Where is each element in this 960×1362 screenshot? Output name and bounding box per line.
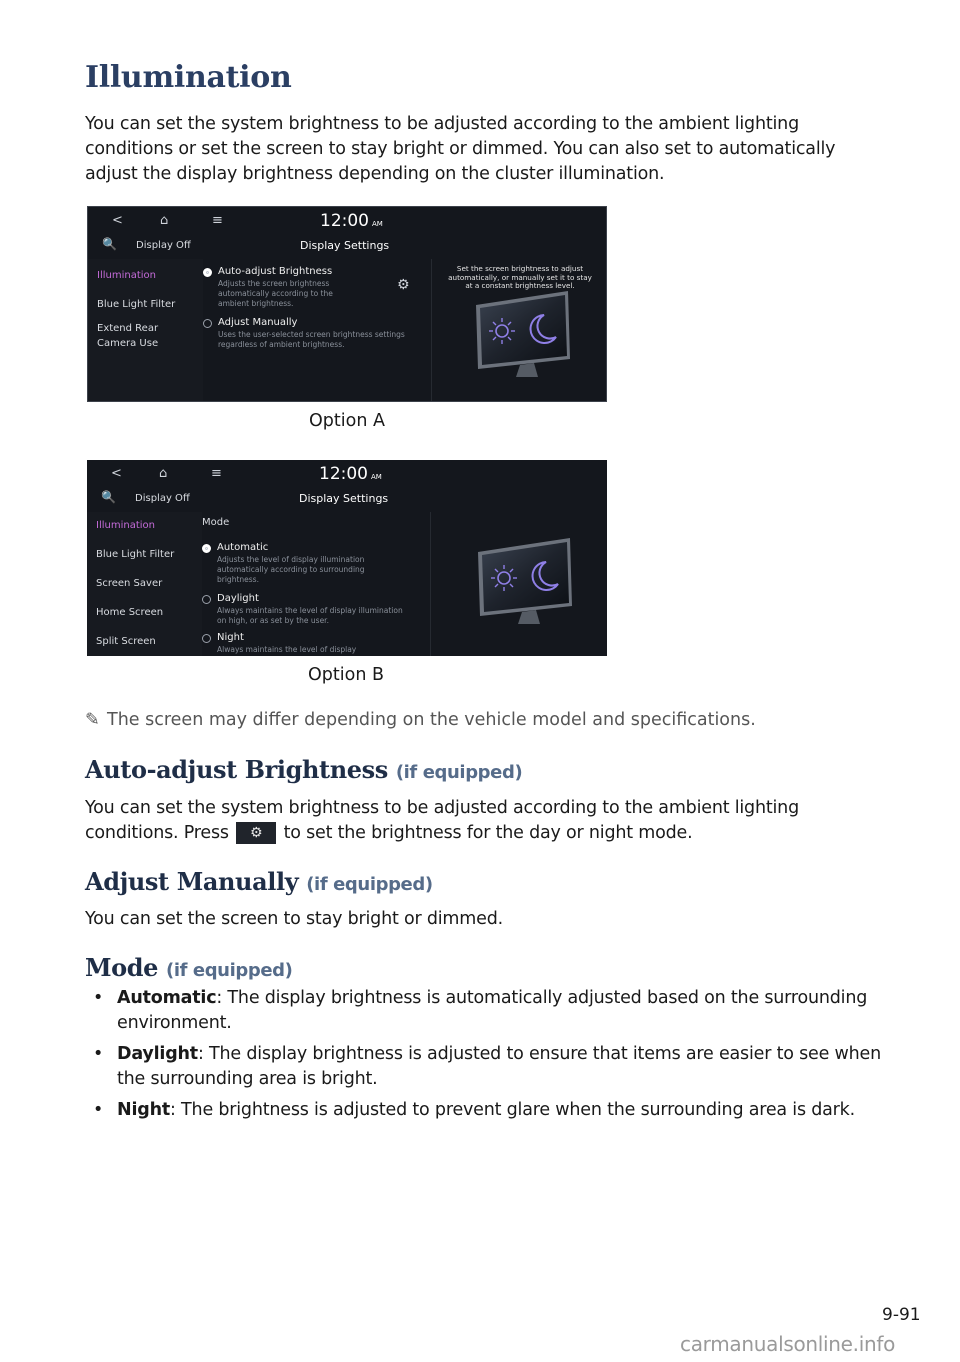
radio-unselected[interactable]: [202, 634, 211, 643]
divider: [430, 512, 431, 656]
bullet-text: : The display brightness is automatically adjusted based on the surrounding environment.: [117, 988, 868, 1033]
menu-icon[interactable]: ≡: [211, 466, 222, 481]
radio-selected[interactable]: [203, 268, 212, 277]
clock: [319, 464, 382, 484]
options-panel: [202, 512, 430, 656]
gear-icon[interactable]: ⚙: [397, 277, 410, 293]
bullet-text: : The display brightness is adjusted to ensure that items are easier to see when the surrounding area is bright.: [117, 1044, 881, 1089]
sidebar-item-home-screen[interactable]: Home Screen: [96, 607, 164, 618]
bullet-term: Daylight: [117, 1044, 198, 1064]
clock: [320, 211, 383, 231]
bullet: •: [93, 1100, 104, 1120]
clock-ampm: AM: [372, 220, 383, 228]
note-pen-icon: ✎: [85, 710, 100, 730]
list-item: [93, 1098, 883, 1123]
home-icon[interactable]: ⌂: [160, 213, 169, 228]
settings-sidebar: [87, 512, 202, 656]
auto-adjust-paragraph: [85, 796, 885, 846]
if-equipped-label: (if equipped): [166, 960, 293, 981]
paragraph-text: to set the brightness for the day or night mode.: [283, 823, 693, 843]
options-panel: [203, 259, 431, 401]
help-text: Set the screen brightness to adjust automatically, or manually set it to stay at a constant brightness level.: [448, 264, 592, 290]
caption-option-a: Option A: [309, 411, 385, 431]
screenshot-option-b: [87, 460, 607, 656]
list-item: [93, 986, 883, 1036]
page-number: 9-91: [882, 1305, 921, 1325]
paragraph-text: You can set the system brightness to be adjusted according to the ambient lighting conditions. Press: [85, 798, 799, 843]
clock-ampm: AM: [371, 473, 382, 481]
sidebar-item-blue-light-filter[interactable]: Blue Light Filter: [97, 299, 176, 310]
section-title-mode: [85, 953, 292, 982]
bullet-term: Night: [117, 1100, 170, 1120]
section-title-text: Auto-adjust Brightness: [85, 755, 388, 784]
mode-label: Mode: [202, 517, 230, 528]
home-icon[interactable]: ⌂: [159, 466, 168, 481]
option-title: Automatic: [217, 542, 269, 553]
search-icon[interactable]: 🔍: [101, 490, 116, 504]
top-bar: [88, 207, 606, 237]
divider: [431, 259, 432, 401]
screen-title: Display Settings: [300, 239, 390, 252]
note: [85, 710, 756, 730]
note-text: The screen may differ depending on the vehicle model and specifications.: [107, 710, 756, 730]
intro-paragraph: You can set the system brightness to be adjusted according to the ambient lighting conditions or set the screen to stay bright or dimmed. You can also set to automatically adjust the display brightness depending on the cluster illumination.: [85, 114, 836, 184]
display-illustration: [468, 287, 580, 379]
section-title-auto-adjust: [85, 755, 522, 784]
option-title: Auto-adjust Brightness: [218, 266, 333, 277]
sidebar-item-extend-rear-camera[interactable]: Extend Rear Camera Use: [97, 323, 159, 349]
mode-bullet-list: [93, 986, 883, 1129]
sidebar-item-illumination[interactable]: Illumination: [97, 270, 156, 281]
clock-time: 12:00: [320, 211, 369, 231]
list-item: [93, 1042, 883, 1092]
display-illustration: [470, 534, 582, 626]
display-off-button[interactable]: Display Off: [135, 493, 190, 504]
option-desc: Always maintains the level of display illumination on high, or as set by the user.: [217, 606, 403, 625]
top-bar: [87, 460, 607, 490]
menu-icon[interactable]: ≡: [212, 213, 223, 228]
watermark: carmanualsonline.info: [680, 1332, 896, 1356]
bullet: •: [93, 1044, 104, 1064]
bullet-term: Automatic: [117, 988, 217, 1008]
bullet: •: [93, 988, 104, 1008]
back-icon[interactable]: <: [111, 466, 122, 481]
bullet-text: : The brightness is adjusted to prevent glare when the surrounding area is dark.: [170, 1100, 855, 1120]
back-icon[interactable]: <: [112, 213, 123, 228]
screen-title: Display Settings: [299, 492, 389, 505]
radio-unselected[interactable]: [202, 595, 211, 604]
caption-option-b: Option B: [308, 665, 384, 685]
if-equipped-label: (if equipped): [306, 874, 433, 895]
display-off-button[interactable]: Display Off: [136, 240, 191, 251]
if-equipped-label: (if equipped): [395, 762, 523, 783]
gear-icon: ⚙: [236, 822, 276, 844]
option-desc: Adjusts the screen brightness automatically according to the ambient brightness.: [218, 279, 333, 308]
radio-selected[interactable]: [202, 544, 211, 553]
option-title: Adjust Manually: [218, 317, 298, 328]
clock-time: 12:00: [319, 464, 368, 484]
settings-sidebar: [88, 259, 203, 401]
page-title: Illumination: [85, 60, 292, 95]
section-title-text: Mode: [85, 953, 159, 982]
section-title-adjust-manually: [85, 867, 433, 896]
option-title: Daylight: [217, 593, 259, 604]
sidebar-item-screen-saver[interactable]: Screen Saver: [96, 578, 163, 589]
radio-unselected[interactable]: [203, 319, 212, 328]
sidebar-item-split-screen[interactable]: Split Screen: [96, 636, 156, 647]
adjust-manually-paragraph: You can set the screen to stay bright or dimmed.: [85, 909, 503, 929]
sidebar-item-illumination[interactable]: Illumination: [96, 520, 155, 531]
sidebar-item-blue-light-filter[interactable]: Blue Light Filter: [96, 549, 175, 560]
screenshot-option-a: [87, 206, 607, 402]
section-title-text: Adjust Manually: [85, 867, 299, 896]
option-desc: Uses the user-selected screen brightness settings regardless of ambient brightness.: [218, 330, 405, 349]
sub-header: [87, 490, 607, 512]
option-desc: Adjusts the level of display illumination automatically according to surrounding brightness.: [217, 555, 365, 584]
option-title: Night: [217, 632, 244, 643]
option-desc: Always maintains the level of display: [217, 645, 357, 654]
search-icon[interactable]: 🔍: [102, 237, 117, 251]
sub-header: [88, 237, 606, 259]
